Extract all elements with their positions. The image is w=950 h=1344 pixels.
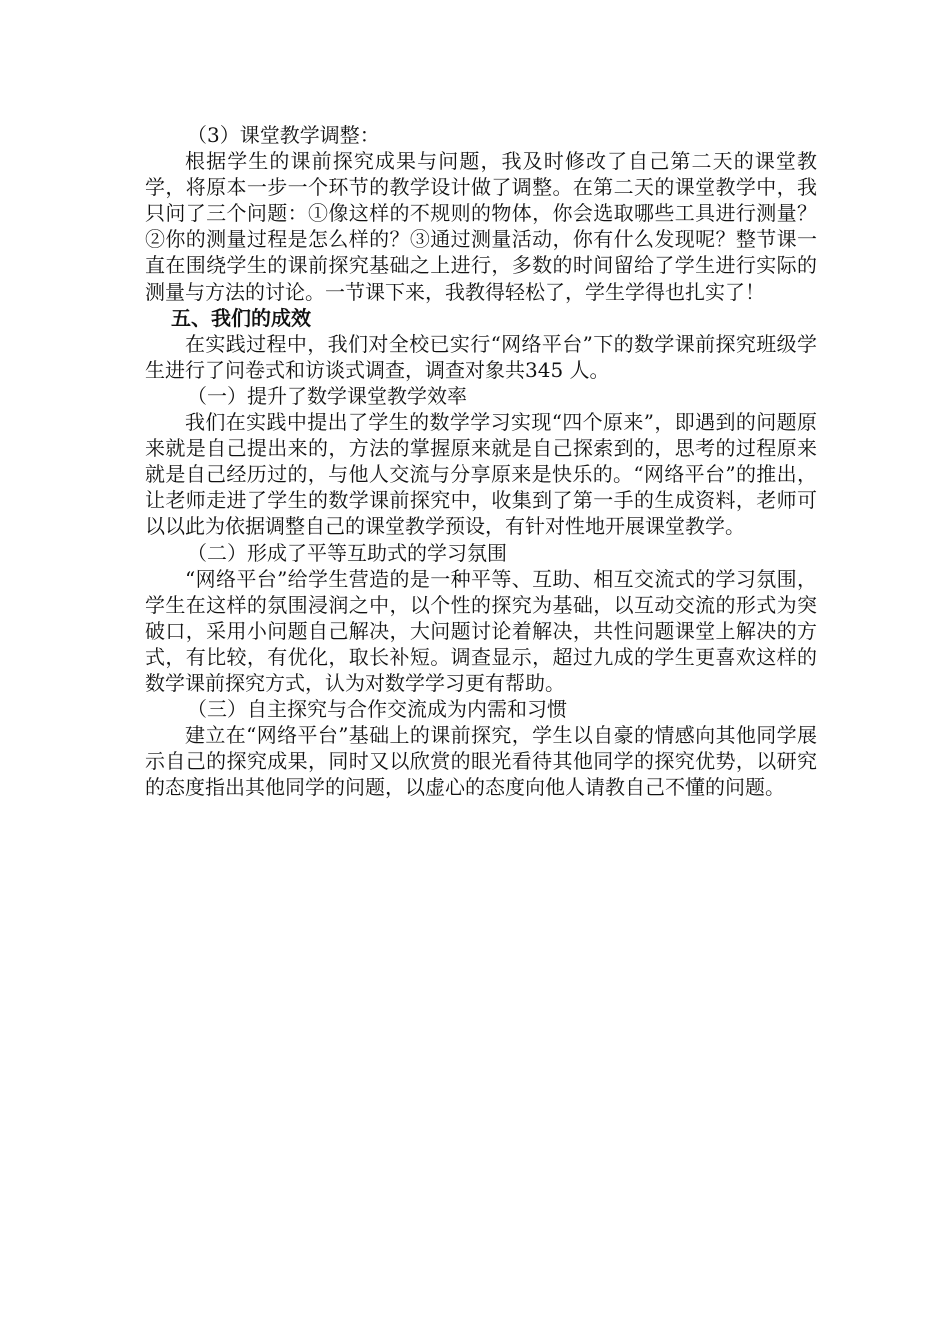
subsection-heading-two: （二）形成了平等互助式的学习氛围	[187, 540, 507, 565]
paragraph-survey-intro: 在实践过程中，我们对全校已实行“网络平台”下的数学课前探究班级学生进行了问卷式和访谈式调查，调查对象共345 人。	[145, 331, 817, 382]
paragraph-efficiency: 我们在实践中提出了学生的数学学习实现“四个原来”，即遇到的问题原来就是自己提出来的，方法的掌握原来就是自己探索到的，思考的过程原来就是自己经历过的，与他人交流与分享原来是快乐的。“网络平台”的推出，让老师走进了学生的数学课前探究中，收集到了第一手的生成资料，老师可以以此为依据调整自己的课堂教学预设，有针对性地开展课堂教学。	[145, 410, 817, 539]
subsection-heading-three: （三）自主探究与合作交流成为内需和习惯	[187, 697, 567, 722]
paragraph-classroom-adjustment: 根据学生的课前探究成果与问题，我及时修改了自己第二天的课堂教学，将原本一步一个环节的教学设计做了调整。在第二天的课堂教学中，我只问了三个问题：①像这样的不规则的物体，你会选取哪些工具进行测量？②你的测量过程是怎么样的？③通过测量活动，你有什么发现呢？整节课一直在围绕学生的课前探究基础之上进行，多数的时间留给了学生进行实际的测量与方法的讨论。一节课下来，我教得轻松了，学生学得也扎实了！	[145, 149, 817, 304]
document-body	[145, 122, 817, 800]
subsection-heading-one: （一）提升了数学课堂教学效率	[187, 383, 467, 408]
subsection-heading-3: （3）课堂教学调整：	[187, 123, 380, 147]
paragraph-atmosphere: “网络平台”给学生营造的是一种平等、互助、相互交流式的学习氛围，学生在这样的氛围浸润之中，以个性的探究为基础，以互动交流的形式为突破口，采用小问题自己解决，大问题讨论着解决，共性问题课堂上解决的方式，有比较，有优化，取长补短。调查显示，超过九成的学生更喜欢这样的数学课前探究方式，认为对数学学习更有帮助。	[145, 566, 817, 695]
paragraph-habits: 建立在“网络平台”基础上的课前探究，学生以自豪的情感向其他同学展示自己的探究成果，同时又以欣赏的眼光看待其他同学的探究优势，以研究的态度指出其他同学的问题，以虚心的态度向他人请教自己不懂的问题。	[145, 723, 817, 800]
section-heading-results: 五、我们的成效	[171, 305, 311, 330]
